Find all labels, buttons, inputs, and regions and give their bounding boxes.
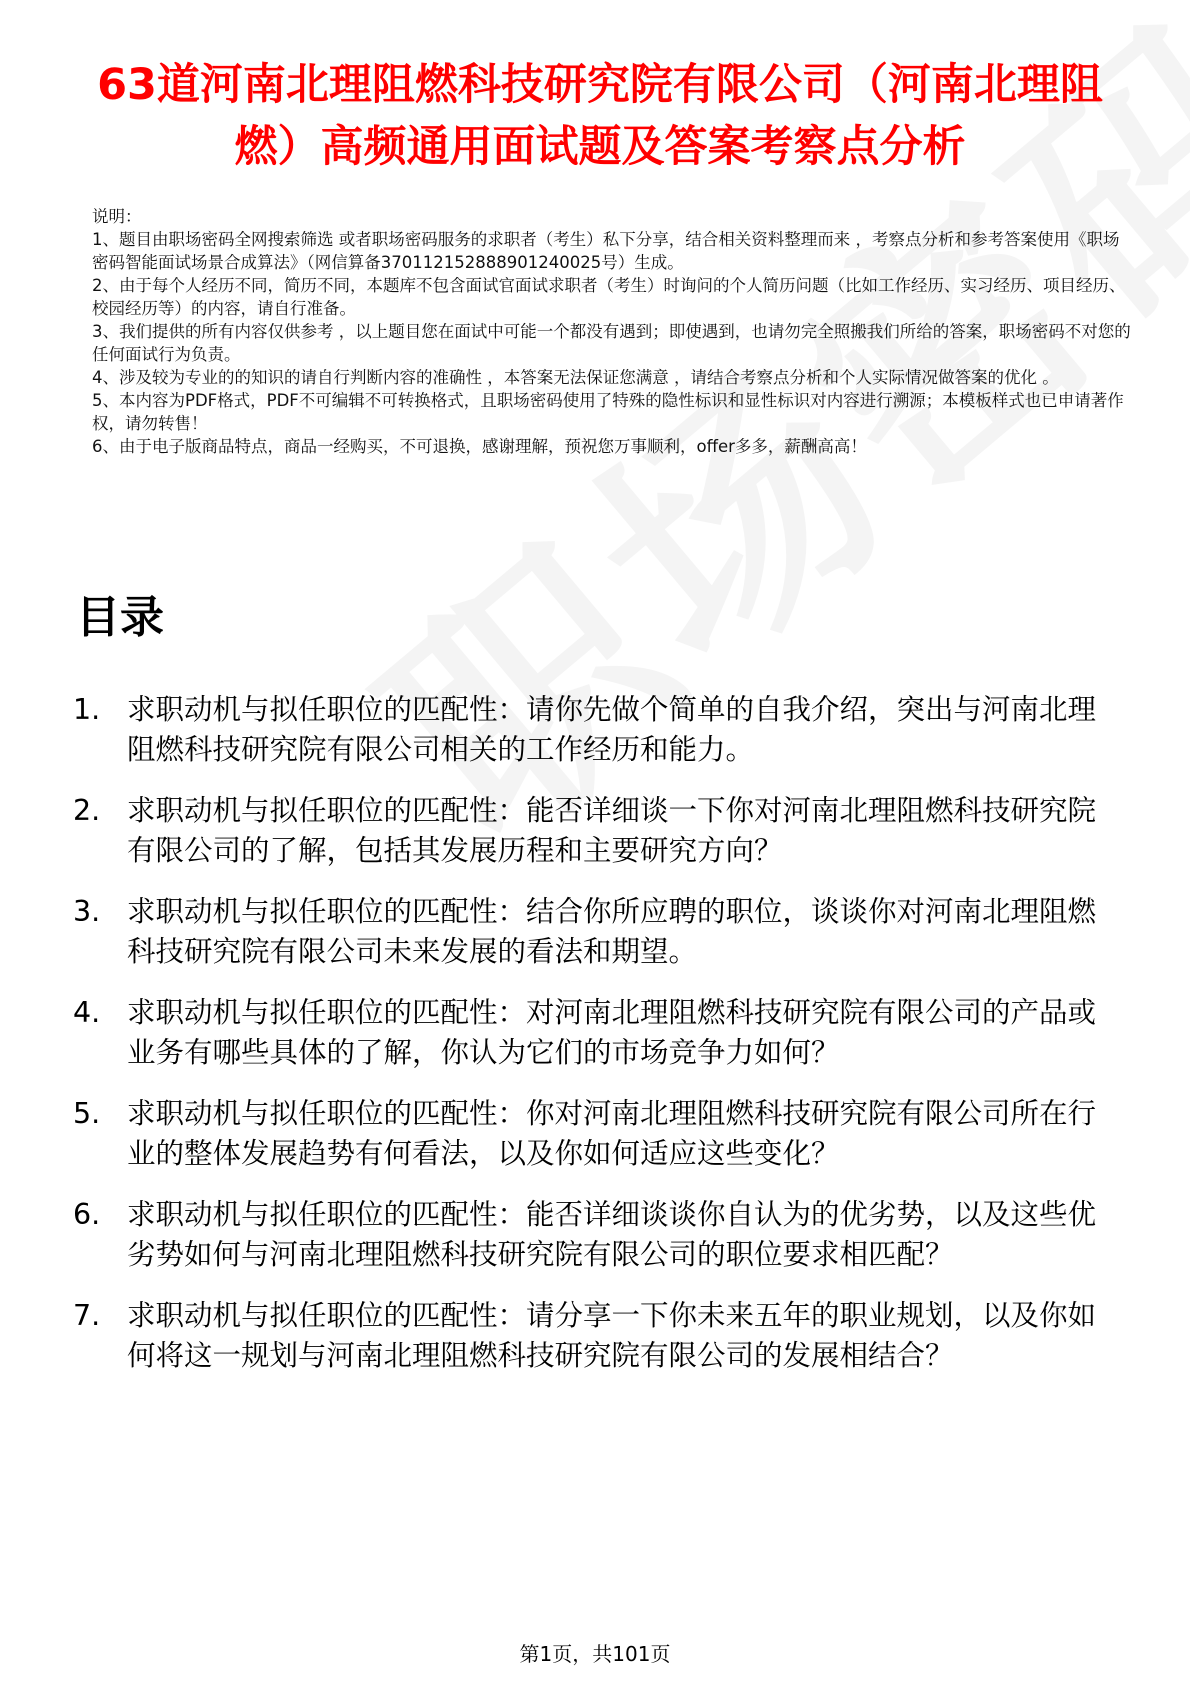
notes-section (92, 205, 1132, 458)
toc-item-number: 7. (73, 1299, 101, 1332)
page-footer: 第1页，共101页 (519, 1642, 671, 1666)
toc-item-text: 求职动机与拟任职位的匹配性：能否详细谈谈你自认为的优劣势，以及这些优劣势如何与河南北理阻燃科技研究院有限公司的职位要求相匹配？ (127, 1198, 1097, 1271)
toc-item[interactable] (0, 993, 1117, 1073)
toc-item-text: 求职动机与拟任职位的匹配性：请你先做个简单的自我介绍，突出与河南北理阻燃科技研究院有限公司相关的工作经历和能力。 (127, 693, 1097, 766)
toc-item-number: 3. (73, 895, 101, 928)
toc-item[interactable] (0, 892, 1117, 972)
note-item: 5、本内容为PDF格式，PDF不可编辑不可转换格式，且职场密码使用了特殊的隐性标识和显性标识对内容进行溯源；本模板样式也已申请著作权，请勿转售！ (92, 391, 1124, 433)
document-title: 63道河南北理阻燃科技研究院有限公司（河南北理阻燃）高频通用面试题及答案考察点分析 (97, 60, 1103, 172)
toc-list (0, 690, 1190, 1397)
note-item: 4、涉及较为专业的的知识的请自行判断内容的准确性 ，本答案无法保证您满意 ，请结合考察点分析和个人实际情况做答案的优化 。 (92, 368, 1059, 387)
toc-item-number: 5. (73, 1097, 101, 1130)
note-item: 1、题目由职场密码全网搜索筛选 或者职场密码服务的求职者（考生）私下分享，结合相关资料整理而来 ，考察点分析和参考答案使用《职场密码智能面试场景合成算法》（网信算备370112152888901240025号）生成。 (92, 230, 1120, 272)
toc-item-number: 6. (73, 1198, 101, 1231)
note-item: 2、由于每个人经历不同，简历不同，本题库不包含面试官面试求职者（考生）时询问的个人简历问题（比如工作经历、实习经历、项目经历、校园经历等）的内容，请自行准备。 (92, 276, 1126, 318)
note-item: 6、由于电子版商品特点，商品一经购买，不可退换，感谢理解，预祝您万事顺利，offer多多，薪酬高高！ (92, 437, 867, 456)
toc-item-number: 4. (73, 996, 101, 1029)
toc-item[interactable] (0, 1296, 1117, 1376)
toc-item-text: 求职动机与拟任职位的匹配性：能否详细谈一下你对河南北理阻燃科技研究院有限公司的了解，包括其发展历程和主要研究方向？ (127, 794, 1097, 867)
toc-item-text: 求职动机与拟任职位的匹配性：你对河南北理阻燃科技研究院有限公司所在行业的整体发展趋势有何看法，以及你如何适应这些变化？ (127, 1097, 1097, 1170)
toc-item[interactable] (0, 690, 1117, 770)
toc-item[interactable] (0, 1094, 1117, 1174)
toc-item[interactable] (0, 791, 1117, 871)
notes-heading: 说明： (92, 207, 142, 226)
toc-item-number: 1. (73, 693, 101, 726)
toc-item-text: 求职动机与拟任职位的匹配性：结合你所应聘的职位，谈谈你对河南北理阻燃科技研究院有限公司未来发展的看法和期望。 (127, 895, 1097, 968)
toc-item[interactable] (0, 1195, 1117, 1275)
toc-heading: 目录 (76, 592, 164, 643)
toc-item-text: 求职动机与拟任职位的匹配性：请分享一下你未来五年的职业规划，以及你如何将这一规划与河南北理阻燃科技研究院有限公司的发展相结合？ (127, 1299, 1097, 1372)
toc-item-number: 2. (73, 794, 101, 827)
toc-item-text: 求职动机与拟任职位的匹配性：对河南北理阻燃科技研究院有限公司的产品或业务有哪些具体的了解，你认为它们的市场竞争力如何？ (127, 996, 1097, 1069)
note-item: 3、我们提供的所有内容仅供参考 ，以上题目您在面试中可能一个都没有遇到；即使遇到，也请勿完全照搬我们所给的答案，职场密码不对您的任何面试行为负责。 (92, 322, 1131, 364)
